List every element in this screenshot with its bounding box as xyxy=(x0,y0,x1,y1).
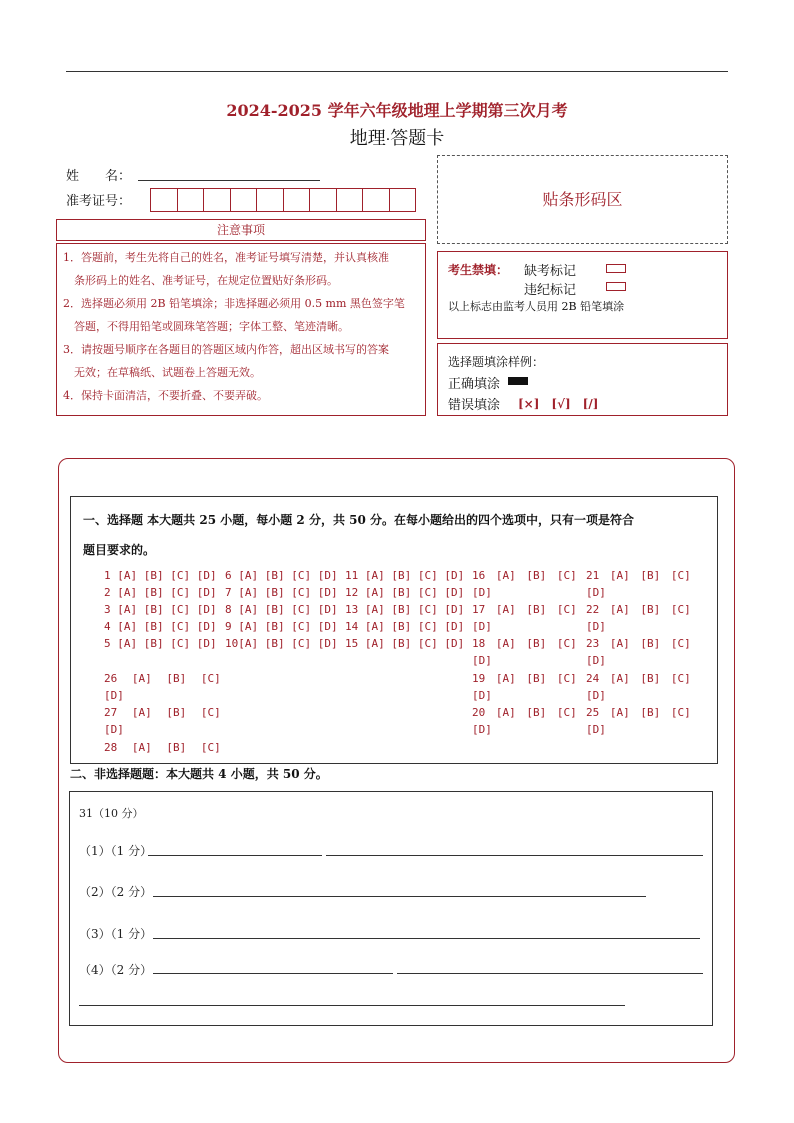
wrong-sample-marks: [×] [√] [/] xyxy=(518,397,599,411)
id-cell[interactable] xyxy=(204,189,231,211)
mc-question-wrap[interactable]: [D] xyxy=(586,586,606,599)
sample-title: 选择题填涂样例： xyxy=(448,355,545,369)
notice-line: 1．答题前，考生先将自己的姓名，准考证号填写清楚，并认真核准 xyxy=(63,251,389,264)
q31-part4-label: （4）（2 分） xyxy=(79,963,153,977)
absent-label: 缺考标记 xyxy=(524,264,577,279)
mc-question[interactable]: 12 [A] [B] [C] [D] xyxy=(345,586,465,599)
id-cell[interactable] xyxy=(231,189,258,211)
violation-label: 违纪标记 xyxy=(524,283,577,298)
mc-question[interactable]: 21 [A] [B] [C] xyxy=(586,569,691,582)
mc-question[interactable]: 10[A] [B] [C] [D] xyxy=(225,637,338,650)
notice-line: 3．请按题号顺序在各题目的答题区域内作答，超出区域书写的答案 xyxy=(63,343,389,356)
correct-label: 正确填涂 xyxy=(448,377,501,392)
answer-line[interactable] xyxy=(397,973,703,974)
mc-question[interactable]: 2 [A] [B] [C] [D] xyxy=(104,586,217,599)
mc-question[interactable]: 18 [A] [B] [C] xyxy=(472,637,577,650)
mc-question-wrap[interactable]: [D] xyxy=(586,689,606,702)
mc-question-wrap[interactable]: [D] xyxy=(104,689,124,702)
mc-question-wrap[interactable]: [D] xyxy=(586,654,606,667)
id-cell[interactable] xyxy=(310,189,337,211)
absent-mark[interactable] xyxy=(606,264,626,273)
id-cell[interactable] xyxy=(337,189,364,211)
subject-label: 地理 xyxy=(349,128,386,149)
mc-question[interactable]: 6 [A] [B] [C] [D] xyxy=(225,569,338,582)
answer-line[interactable] xyxy=(326,855,703,856)
top-rule xyxy=(66,71,728,72)
id-cell[interactable] xyxy=(257,189,284,211)
q31-part2-label: （2）（2 分） xyxy=(79,885,153,899)
barcode-area[interactable]: 贴条形码区 xyxy=(437,155,728,244)
mc-question[interactable]: 7 [A] [B] [C] [D] xyxy=(225,586,338,599)
q31-part1-label: （1）（1 分） xyxy=(79,844,153,858)
q31-part3-label: （3）（1 分） xyxy=(79,927,153,941)
mc-question[interactable]: 24 [A] [B] [C] xyxy=(586,672,691,685)
nonmc-heading: 二、非选择题题：本大题共 4 小题，共 50 分。 xyxy=(70,767,328,781)
forbid-label: 考生禁填： xyxy=(448,263,509,277)
wrong-label: 错误填涂 xyxy=(448,398,501,413)
id-number-boxes[interactable] xyxy=(150,188,416,212)
q31-box xyxy=(69,791,713,1026)
answer-line[interactable] xyxy=(153,896,646,897)
mc-question[interactable]: 26 [A] [B] [C] xyxy=(104,672,221,685)
mc-question-wrap[interactable]: [D] xyxy=(586,620,606,633)
exam-title: 2024-2025 学年六年级地理上学期第三次月考 xyxy=(226,101,568,120)
mc-question[interactable]: 9 [A] [B] [C] [D] xyxy=(225,620,338,633)
forbid-box xyxy=(437,251,728,339)
notice-line: 条形码上的姓名、准考证号，在规定位置贴好条形码。 xyxy=(63,274,338,287)
subtitle-dot: · xyxy=(385,132,391,148)
mc-question[interactable]: 22 [A] [B] [C] xyxy=(586,603,691,616)
mc-question[interactable]: 5 [A] [B] [C] [D] xyxy=(104,637,217,650)
mc-question[interactable]: 20 [A] [B] [C] xyxy=(472,706,577,719)
notice-line: 2．选择题必须用 2B 铅笔填涂；非选择题必须用 0.5 mm 黑色签字笔 xyxy=(63,297,405,310)
mc-question[interactable]: 11 [A] [B] [C] [D] xyxy=(345,569,465,582)
mc-heading-line2: 题目要求的。 xyxy=(83,543,156,557)
id-cell[interactable] xyxy=(178,189,205,211)
mc-question[interactable]: 16 [A] [B] [C] xyxy=(472,569,577,582)
mc-question[interactable]: 8 [A] [B] [C] [D] xyxy=(225,603,338,616)
mc-question-wrap[interactable]: [D] xyxy=(472,723,492,736)
mc-question[interactable]: 17 [A] [B] [C] xyxy=(472,603,577,616)
q31-label: 31（10 分） xyxy=(79,807,144,820)
mc-question-wrap[interactable]: [D] xyxy=(472,586,492,599)
id-cell[interactable] xyxy=(284,189,311,211)
forbid-note: 以上标志由监考人员用 2B 铅笔填涂 xyxy=(448,300,625,313)
id-label: 准考证号： xyxy=(66,194,132,209)
mc-question[interactable]: 23 [A] [B] [C] xyxy=(586,637,691,650)
notice-body xyxy=(56,243,426,416)
mc-question[interactable]: 14 [A] [B] [C] [D] xyxy=(345,620,465,633)
mc-question-wrap[interactable]: [D] xyxy=(586,723,606,736)
notice-line: 答题，不得用铅笔或圆珠笔答题；字体工整、笔迹清晰。 xyxy=(63,320,349,333)
mc-question[interactable]: 3 [A] [B] [C] [D] xyxy=(104,603,217,616)
mc-question[interactable]: 4 [A] [B] [C] [D] xyxy=(104,620,217,633)
card-subtitle xyxy=(0,124,794,150)
mc-question-wrap[interactable]: [D] xyxy=(104,723,124,736)
id-cell[interactable] xyxy=(151,189,178,211)
mc-question[interactable]: 28 [A] [B] [C] xyxy=(104,741,221,754)
mc-question[interactable]: 13 [A] [B] [C] [D] xyxy=(345,603,465,616)
id-cell[interactable] xyxy=(390,189,416,211)
mc-question[interactable]: 27 [A] [B] [C] xyxy=(104,706,221,719)
answer-line[interactable] xyxy=(79,1005,625,1006)
answer-line[interactable] xyxy=(153,973,393,974)
violation-mark[interactable] xyxy=(606,282,626,291)
mc-heading-line1: 一、选择题 本大题共 25 小题，每小题 2 分，共 50 分。在每小题给出的四个选项中，只有一项是符合 xyxy=(83,513,634,527)
correct-sample-mark xyxy=(508,377,528,385)
mc-question[interactable]: 19 [A] [B] [C] xyxy=(472,672,577,685)
mc-question[interactable]: 25 [A] [B] [C] xyxy=(586,706,691,719)
mc-question-wrap[interactable]: [D] xyxy=(472,654,492,667)
name-field[interactable] xyxy=(138,180,320,181)
notice-line: 4．保持卡面清洁，不要折叠、不要弄破。 xyxy=(63,389,268,402)
card-label: 答题卡 xyxy=(390,128,445,149)
answer-line[interactable] xyxy=(148,855,322,856)
sample-box xyxy=(437,343,728,416)
mc-question[interactable]: 1 [A] [B] [C] [D] xyxy=(104,569,217,582)
answer-line[interactable] xyxy=(153,938,700,939)
id-cell[interactable] xyxy=(363,189,390,211)
notice-line: 无效；在草稿纸、试题卷上答题无效。 xyxy=(63,366,261,379)
name-label: 姓 名： xyxy=(66,169,132,184)
mc-question-wrap[interactable]: [D] xyxy=(472,689,492,702)
notice-heading: 注意事项 xyxy=(56,219,426,241)
mc-question[interactable]: 15 [A] [B] [C] [D] xyxy=(345,637,465,650)
mc-question-wrap[interactable]: [D] xyxy=(472,620,492,633)
